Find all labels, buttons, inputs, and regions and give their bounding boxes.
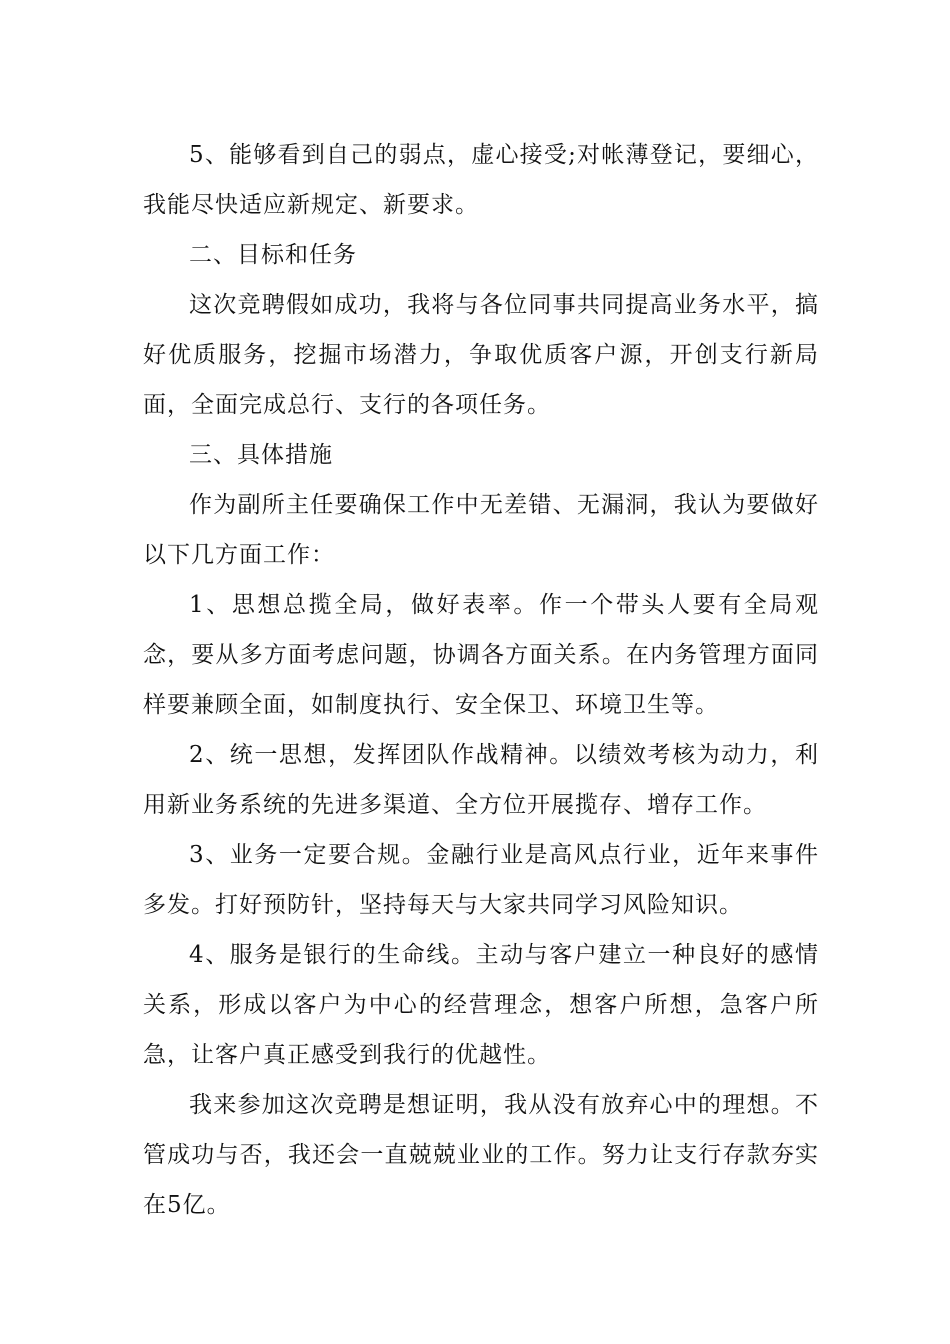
paragraph-measures-intro: 作为副所主任要确保工作中无差错、无漏洞，我认为要做好以下几方面工作： — [143, 492, 819, 568]
paragraph-item-5: 5、能够看到自己的弱点，虚心接受;对帐薄登记，要细心，我能尽快适应新规定、新要求。 — [143, 142, 819, 218]
paragraph-measure-1: 1、思想总揽全局，做好表率。作一个带头人要有全局观念，要从多方面考虑问题，协调各方面关系。在内务管理方面同样要兼顾全面，如制度执行、安全保卫、环境卫生等。 — [143, 592, 819, 718]
paragraph-measure-2: 2、统一思想，发挥团队作战精神。以绩效考核为动力，利用新业务系统的先进多渠道、全方位开展揽存、增存工作。 — [143, 742, 819, 818]
paragraph-goals: 这次竞聘假如成功，我将与各位同事共同提高业务水平，搞好优质服务，挖掘市场潜力，争取优质客户源，开创支行新局面，全面完成总行、支行的各项任务。 — [143, 292, 819, 418]
section-heading-measures: 三、具体措施 — [189, 442, 333, 468]
paragraph-measure-4: 4、服务是银行的生命线。主动与客户建立一种良好的感情关系，形成以客户为中心的经营理念，想客户所想，急客户所急，让客户真正感受到我行的优越性。 — [143, 942, 819, 1068]
paragraph-closing: 我来参加这次竞聘是想证明，我从没有放弃心中的理想。不管成功与否，我还会一直兢兢业业的工作。努力让支行存款夯实在5亿。 — [143, 1092, 819, 1218]
document-body — [143, 130, 819, 1230]
paragraph-measure-3: 3、业务一定要合规。金融行业是高风点行业，近年来事件多发。打好预防针，坚持每天与大家共同学习风险知识。 — [143, 842, 819, 918]
section-heading-goals: 二、目标和任务 — [189, 242, 357, 268]
